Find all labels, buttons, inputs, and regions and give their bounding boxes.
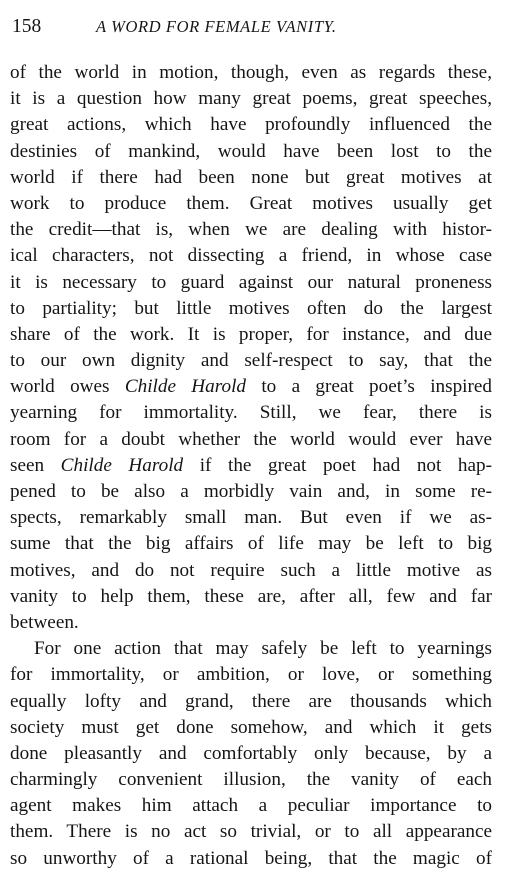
- running-title: A WORD FOR FEMALE VANITY.: [96, 17, 337, 36]
- text-run: seen: [10, 454, 61, 476]
- text-line: room for a doubt whether the world would ever have: [10, 428, 492, 450]
- text-line: society must get done somehow, and which it gets: [10, 716, 492, 738]
- text-line: [10, 453, 492, 479]
- text-run: to a great poet’s inspired: [246, 376, 493, 398]
- text-line: it is a question how many great poems, great speeches,: [10, 88, 492, 110]
- paragraph-start-line: For one action that may safely be left to yearnings: [34, 638, 492, 660]
- text-line: work to produce them. Great motives usually get: [10, 192, 492, 214]
- text-line: to our own dignity and self-respect to say, that the: [10, 350, 492, 372]
- text-line: the credit—that is, when we are dealing with histor-: [10, 219, 492, 241]
- text-line: to partiality; but little motives often do the largest: [10, 297, 492, 319]
- book-title-italic: Childe Harold: [124, 376, 247, 398]
- text-line: yearning for immortality. Still, we fear, there is: [10, 402, 492, 424]
- text-line: of the world in motion, though, even as regards these,: [10, 62, 492, 83]
- text-line: spects, remarkably small man. But even if we as-: [10, 507, 492, 529]
- text-line: ical characters, not dissecting a friend, in whose case: [10, 245, 492, 267]
- book-title-italic: Childe Harold: [60, 454, 184, 476]
- text-line: sume that the big affairs of life may be left to big: [10, 533, 492, 555]
- text-line: [10, 374, 492, 400]
- text-line: share of the work. It is proper, for instance, and due: [10, 323, 492, 345]
- text-line: great actions, which have profoundly influenced the: [10, 114, 492, 136]
- paragraph-end-line: between.: [10, 611, 79, 633]
- text-line: agent makes him attach a peculiar importance to: [10, 795, 492, 817]
- text-run: world owes: [10, 376, 125, 398]
- text-line: vanity to help them, these are, after all, few and far: [10, 585, 492, 607]
- text-line: them. There is no act so trivial, or to all appearance: [10, 821, 492, 843]
- text-line: destinies of mankind, would have been lost to the: [10, 140, 492, 162]
- text-run: if the great poet had not hap-: [183, 454, 493, 476]
- body-text: [10, 60, 492, 872]
- page-number: 158: [12, 16, 42, 37]
- text-line: motives, and do not require such a little motive as: [10, 559, 492, 581]
- text-line: equally lofty and grand, there are thousands which: [10, 690, 492, 712]
- text-line: for immortality, or ambition, or love, or something: [10, 664, 492, 686]
- text-line: so unworthy of a rational being, that the magic of: [10, 847, 492, 869]
- text-line: charmingly convenient illusion, the vanity of each: [10, 769, 492, 791]
- text-line: pened to be also a morbidly vain and, in some re-: [10, 481, 492, 502]
- text-line: it is necessary to guard against our natural proneness: [10, 271, 492, 293]
- text-line: done pleasantly and comfortably only because, by a: [10, 742, 492, 764]
- running-head: [12, 14, 507, 40]
- text-line: world if there had been none but great motives at: [10, 166, 492, 188]
